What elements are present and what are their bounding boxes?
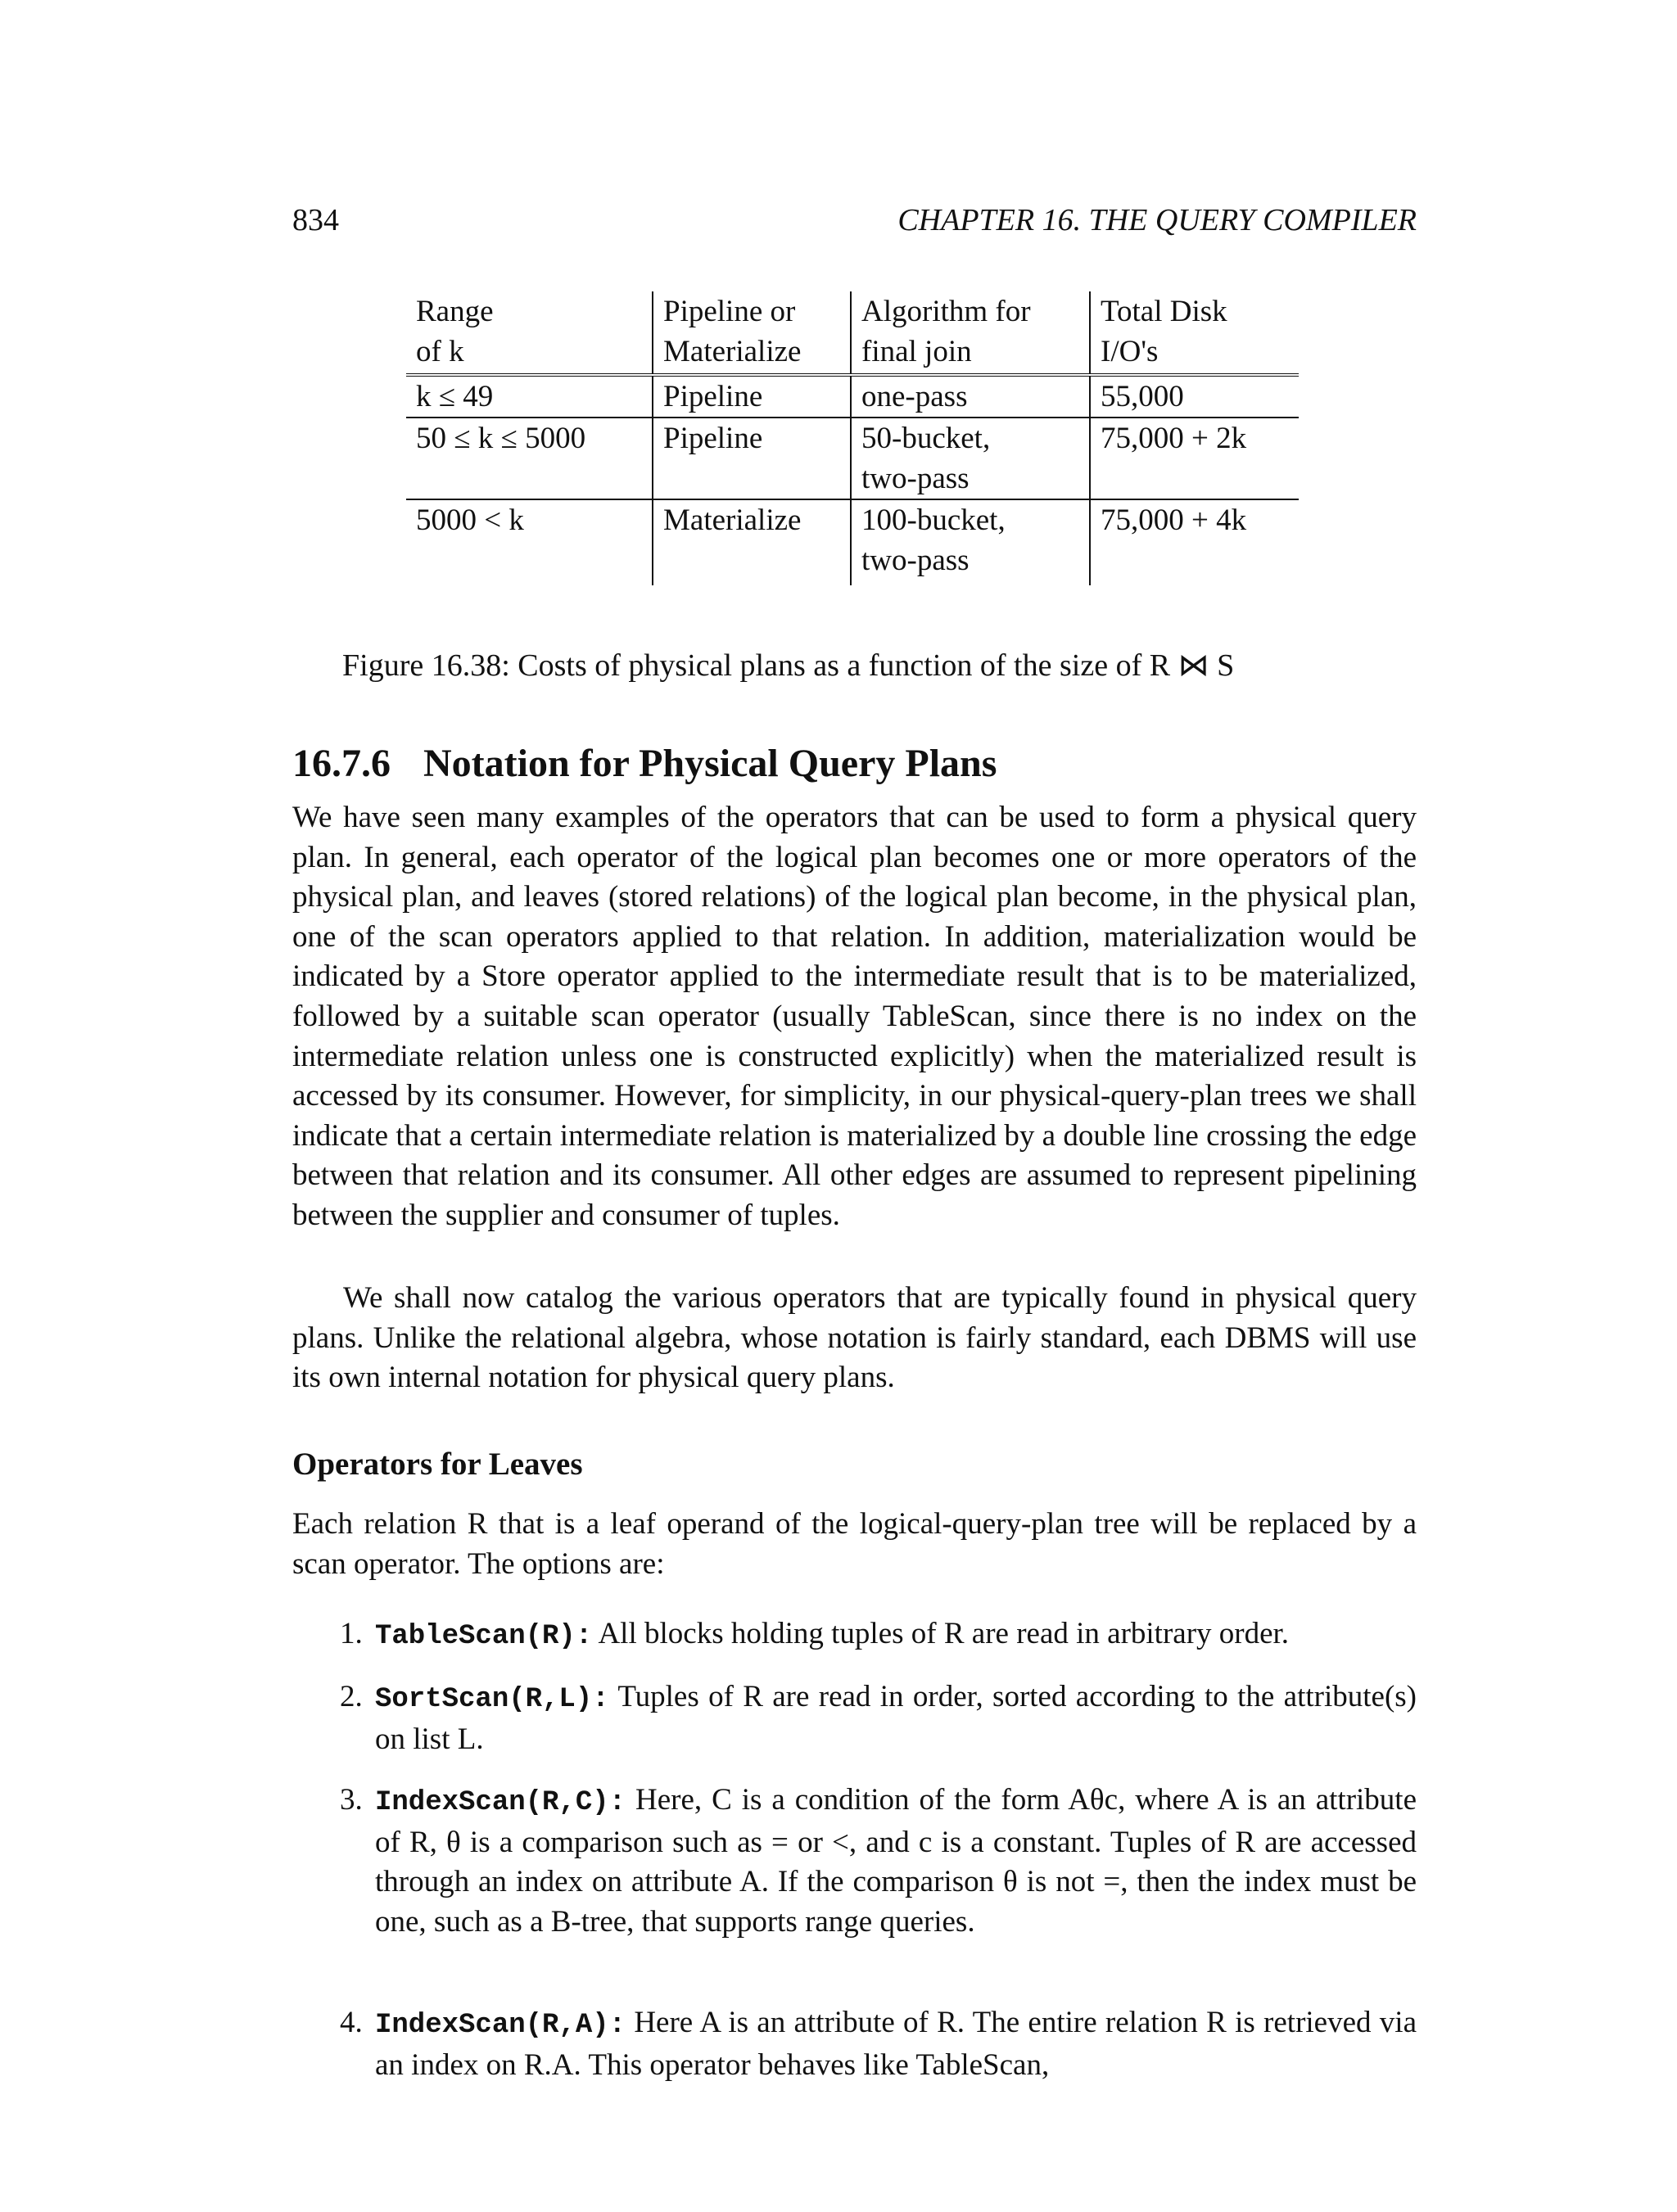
operator-description: Tuples of R are read in order, sorted according to the attribute(s) on list L.	[375, 1680, 1417, 1756]
table-header-row	[406, 291, 1299, 375]
section-number: 16.7.6	[292, 742, 391, 785]
paragraph: Each relation R that is a leaf operand of the logical-query-plan tree will be replaced by a scan operator. The options are:	[292, 1507, 1417, 1581]
paragraph: We shall now catalog the various operators that are typically found in physical query plans. Unlike the relational algebra, whose notation is fairly standard, each DBMS will use its own internal notation for physical query plans.	[292, 1281, 1417, 1395]
chapter-header: CHAPTER 16. THE QUERY COMPILER	[897, 203, 1417, 237]
section-title: Notation for Physical Query Plans	[423, 742, 997, 785]
table-cell: Pipeline	[653, 375, 851, 418]
table-header-cell: Range of k	[416, 295, 494, 368]
operator-code: TableScan(R):	[375, 1621, 593, 1652]
table-cell: 75,000 + 4k	[1090, 499, 1299, 585]
table-cell: Materialize	[653, 499, 851, 585]
table-cell: 50 ≤ k ≤ 5000	[416, 422, 586, 455]
list-number: 3.	[340, 1783, 363, 1817]
table-row	[406, 418, 1299, 499]
page-number: 834	[292, 203, 339, 237]
subsection-heading: Operators for Leaves	[292, 1447, 583, 1482]
table-cell: 100-bucket, two-pass	[851, 499, 1090, 585]
table-header-cell: Algorithm for final join	[851, 291, 1090, 375]
table-cell: 75,000 + 2k	[1090, 418, 1299, 499]
list-number: 2.	[340, 1680, 363, 1713]
cost-table	[406, 291, 1299, 585]
table-cell: k ≤ 49	[416, 380, 494, 413]
figure-caption: Figure 16.38: Costs of physical plans as a function of the size of R ⋈ S	[342, 648, 1235, 683]
table-header-cell: Pipeline or Materialize	[653, 291, 851, 375]
table-row	[406, 375, 1299, 418]
operator-code: IndexScan(R,A):	[375, 2010, 626, 2041]
list-item-text	[375, 1677, 1417, 1759]
section-heading	[292, 741, 997, 786]
list-number: 4.	[340, 2006, 363, 2039]
operator-description: All blocks holding tuples of R are read in arbitrary order.	[592, 1617, 1290, 1650]
table-cell: Pipeline	[653, 418, 851, 499]
table-row	[406, 499, 1299, 585]
operator-description: Here, C is a condition of the form Aθc, where A is an attribute of R, θ is a comparison such as = or <, and c is a constant. Tuples of R are accessed through an index on attribute A. If the comparison θ is not =, then the index must be one, such as a B-tree, that supports range queries.	[375, 1783, 1417, 1939]
table-header-cell: Total Disk I/O's	[1090, 291, 1299, 375]
list-item-text	[375, 2003, 1417, 2085]
table-cell: one-pass	[851, 375, 1090, 418]
operator-code: IndexScan(R,C):	[375, 1787, 626, 1818]
operator-description: Here A is an attribute of R. The entire relation R is retrieved via an index on R.A. This operator behaves like TableScan,	[375, 2006, 1417, 2082]
list-item-text	[375, 1781, 1417, 1942]
table-cell: 50-bucket, two-pass	[851, 418, 1090, 499]
list-number: 1.	[340, 1617, 363, 1650]
paragraph: We have seen many examples of the operators that can be used to form a physical query plan. In general, each operator of the logical plan becomes one or more operators of the physical plan, and leaves (stored relations) of the logical plan become, in the physical plan, one of the scan operators applied to that relation. In addition, materialization would be indicated by a Store operator applied to the intermediate result that is to be materialized, followed by a suitable scan operator (usually TableScan, since there is no index on the intermediate relation unless one is constructed explicitly) when the materialized result is accessed by its consumer. However, for simplicity, in our physical-query-plan trees we shall indicate that a certain intermediate relation is materialized by a double line crossing the edge between that relation and its consumer. All other edges are assumed to represent pipelining between the supplier and consumer of tuples.	[292, 801, 1417, 1232]
table-cell: 55,000	[1090, 375, 1299, 418]
operator-code: SortScan(R,L):	[375, 1684, 609, 1715]
list-item-text	[375, 1614, 1417, 1657]
table-cell: 5000 < k	[416, 503, 524, 537]
